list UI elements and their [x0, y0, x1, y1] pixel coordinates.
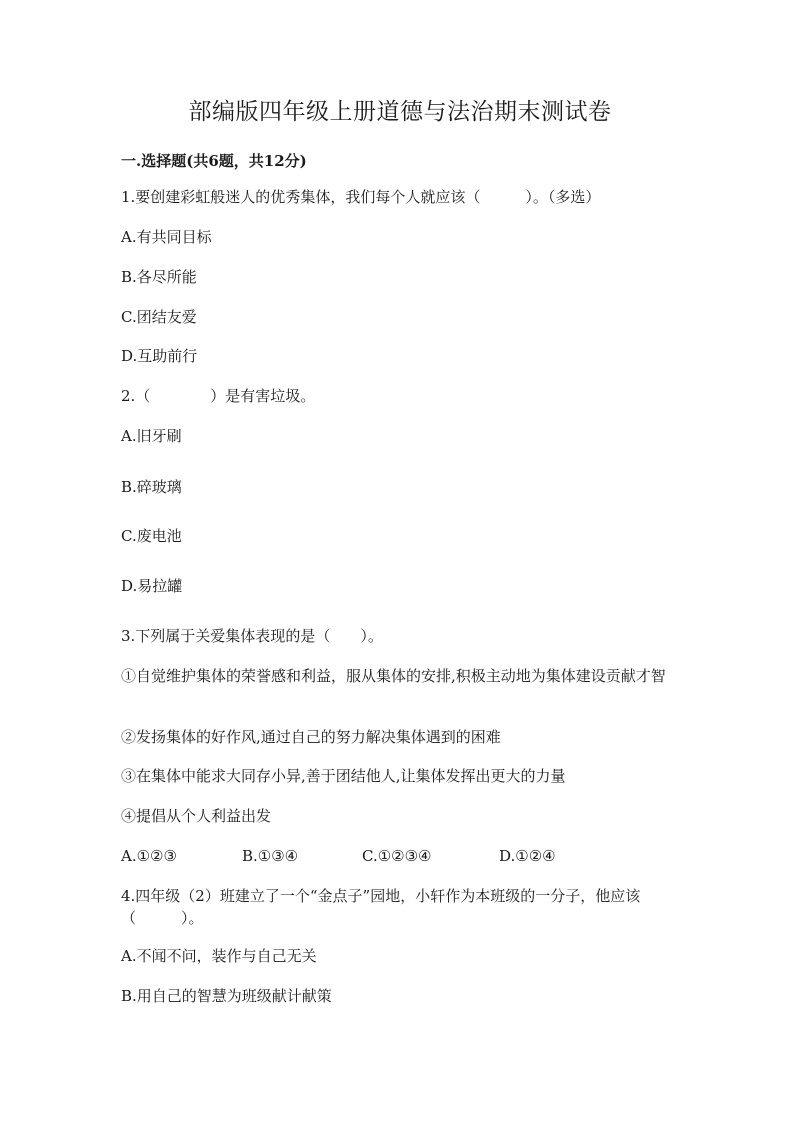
question-1-option-c: C.团结友爱: [121, 308, 197, 326]
question-1-option-b: B.各尽所能: [121, 268, 197, 286]
question-2-option-d: D.易拉罐: [121, 577, 183, 595]
question-3-option-b: B.①③④: [242, 847, 299, 865]
question-3-item-4: ④提倡从个人利益出发: [121, 807, 272, 825]
page-title: 部编版四年级上册道德与法治期末测试卷: [188, 99, 612, 125]
question-2-stem: 2.（ ）是有害垃圾。: [121, 387, 316, 405]
question-2-option-a: A.旧牙刷: [121, 427, 182, 445]
question-3-option-c: C.①②③④: [362, 847, 432, 865]
question-2-option-c: C.废电池: [121, 527, 182, 545]
question-3-option-d: D.①②④: [499, 847, 556, 865]
question-1-stem: 1.要创建彩虹般迷人的优秀集体，我们每个人就应该（ ）。（多选）: [121, 188, 601, 206]
question-4-option-b: B.用自己的智慧为班级献计献策: [121, 987, 332, 1005]
question-2-option-b: B.碎玻璃: [121, 478, 182, 496]
question-1-option-d: D.互助前行: [121, 347, 198, 365]
question-3-item-1: ①自觉维护集体的荣誉感和利益，服从集体的安排,积极主动地为集体建设贡献才智: [121, 667, 666, 685]
question-3-item-3: ③在集体中能求大同存小异,善于团结他人,让集体发挥出更大的力量: [121, 767, 566, 785]
question-3-option-a: A.①②③: [121, 847, 177, 865]
question-4-option-a: A.不闻不问，装作与自己无关: [121, 947, 317, 965]
question-3-item-2: ②发扬集体的好作风,通过自己的努力解决集体遇到的困难: [121, 728, 501, 746]
question-3-stem: 3.下列属于关爱集体表现的是（ ）。: [121, 627, 383, 645]
question-1-option-a: A.有共同目标: [121, 228, 212, 246]
question-4-stem: 4.四年级（2）班建立了一个“金点子”园地，小轩作为本班级的一分子，他应该（ ）。: [121, 887, 641, 927]
section-heading: 一.选择题(共6题，共12分): [121, 152, 307, 170]
